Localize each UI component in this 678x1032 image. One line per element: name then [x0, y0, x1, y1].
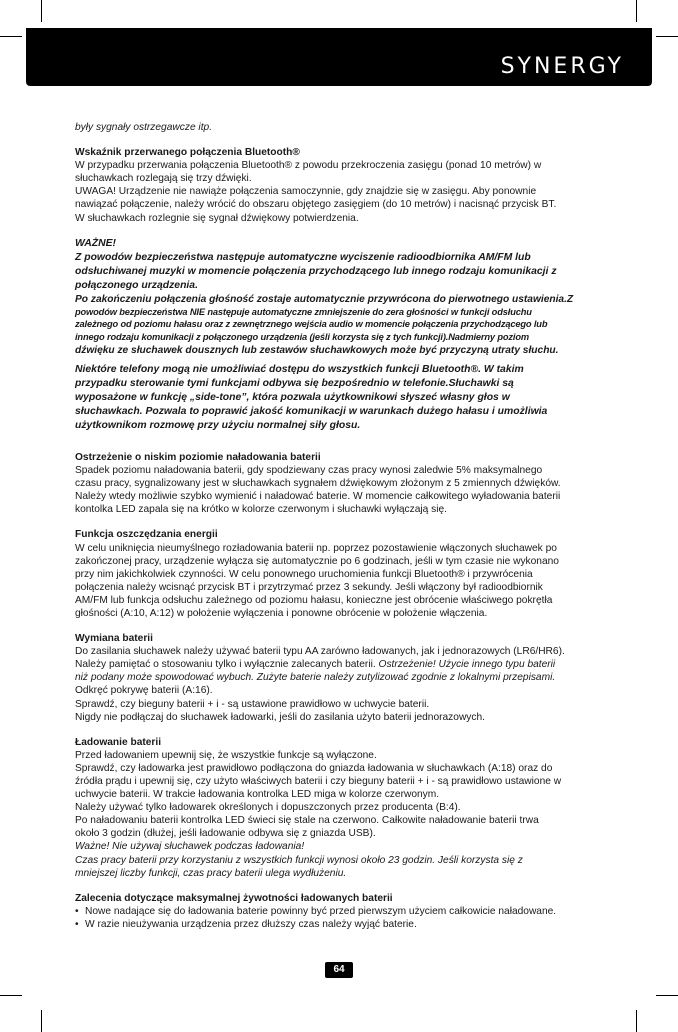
section-heading: Zalecenia dotyczące maksymalnej żywotności ładowanych baterii — [75, 892, 393, 904]
brand-logo: SYNERGY — [500, 54, 624, 79]
crop-mark — [636, 0, 637, 22]
warning-text: Czas pracy baterii przy korzystaniu z wszystkich funkcji wynosi około 23 godzin. Jeśli korzysta się z — [75, 854, 523, 866]
paragraph-line: Do zasilania słuchawek należy używać baterii typu AA zarówno ładowanych, jak i jednorazowych (LR6/HR6). — [75, 646, 565, 658]
important-line: zależnego od poziomu hałasu oraz z zewnętrznego wejścia audio w momencie połączenia przychodzącego lub — [75, 319, 548, 330]
paragraph-line: Należy używać tylko ładowarek określonych i dopuszczonych przez producenta (B:4). — [75, 802, 461, 814]
paragraph-line: połączenia należy wcisnąć przycisk BT i przytrzymać przez 3 sekundy. Jeśli włączony był radioodbiornik — [75, 581, 543, 593]
page-content — [75, 121, 615, 931]
paragraph-line: Po naładowaniu baterii kontrolka LED świeci się stale na czerwono. Całkowite naładowanie baterii trwa — [75, 815, 539, 827]
section-heading: Funkcja oszczędzania energii — [75, 529, 218, 541]
paragraph-line: głośności (A:10, A:12) w położenie wyłączenia i ponowne obrócenie w położenie włączenia. — [75, 607, 488, 619]
important-heading: WAŻNE! — [75, 237, 116, 249]
crop-mark — [41, 1010, 42, 1032]
paragraph-line: W przypadku przerwania połączenia Bluetooth® z powodu przekroczenia zasięgu (ponad 10 metrów) w — [75, 160, 542, 172]
paragraph-line: Nigdy nie podłączaj do słuchawek ładowarki, jeśli do zasilania użyto baterii jednorazowych. — [75, 711, 485, 723]
warning-text: Ważne! Nie używaj słuchawek podczas ładowania! — [75, 841, 305, 853]
page-number: 64 — [325, 962, 353, 978]
important-line: połączonego urządzenia. — [75, 279, 198, 291]
paragraph-line: uchwycie baterii. W trakcie ładowania kontrolka LED miga w kolorze czerwonym. — [75, 789, 440, 801]
important-line: powodów bezpieczeństwa NIE następuje automatyczne zmniejszenie do zera głośności w funkcji odsłuchu — [75, 306, 532, 317]
important-line: innego rodzaju komunikacji z połączonego urządzenia (jeśli korzysta się z tych funkcji).Nadmierny poziom — [75, 332, 529, 343]
important-line: użytkownikom rozmowę przy użyciu normalnej siły głosu. — [75, 419, 361, 431]
important-line: Z powodów bezpieczeństwa następuje automatyczne wyciszenie radioodbiornika AM/FM lub — [75, 251, 531, 263]
paragraph-line: Spadek poziomu naładowania baterii, gdy spodziewany czas pracy wynosi zaledwie 5% maksymalnego — [75, 465, 543, 477]
section-heading: Ładowanie baterii — [75, 736, 162, 748]
paragraph-line: około 3 godzin (dłużej, jeśli ładowanie odbywa się z gniazda USB). — [75, 828, 376, 840]
warning-text: Ostrzeżenie! Użycie innego typu baterii — [378, 659, 556, 671]
crop-mark — [0, 36, 22, 37]
paragraph-line: czasu pracy, sygnalizowany jest w słuchawkach sygnałem dźwiękowym złożonym z 5 zmiennych dźwięków. — [75, 478, 561, 490]
crop-mark — [636, 1010, 637, 1032]
paragraph-line: Sprawdź, czy bieguny baterii + i - są ustawione prawidłowo w uchwycie baterii. — [75, 698, 430, 710]
paragraph-line: Przed ładowaniem upewnij się, że wszystkie funkcje są wyłączone. — [75, 749, 377, 761]
important-line: przypadku sterowanie tymi funkcjami odbywa się bezpośrednio w telefonie.Słuchawki są — [75, 377, 514, 389]
important-line: wyposażone w funkcję „side-tone”, która pozwala użytkownikowi słyszeć własny głos w — [75, 391, 510, 403]
crop-mark — [656, 36, 678, 37]
paragraph-line: Sprawdź, czy ładowarka jest prawidłowo podłączona do gniazda ładowania w słuchawkach (A:18) oraz do — [75, 762, 553, 774]
paragraph-line — [75, 658, 615, 671]
paragraph-line: Odkręć pokrywę baterii (A:16). — [75, 685, 213, 697]
paragraph-line: AM/FM lub funkcja odsłuchu zależnego od poziomu hałasu, konieczne jest obrócenie właściwego pokrętła — [75, 594, 553, 606]
section-heading: Wymiana baterii — [75, 633, 153, 645]
paragraph-line: Należy wtedy możliwie szybko wymienić i naładować baterie. W momencie całkowitego wyładowania baterii — [75, 491, 561, 503]
paragraph-line: W celu uniknięcia nieumyślnego rozładowania baterii np. poprzez pozostawienie włączonych słuchawek po — [75, 542, 557, 554]
crop-mark — [0, 995, 22, 996]
recommendation-list — [75, 905, 615, 931]
important-line: Po zakończeniu połączenia głośność zostaje automatycznie przywrócona do pierwotnego ustawienia.Z — [75, 293, 574, 305]
paragraph-line: źródła prądu i upewnij się, czy użyto właściwych baterii i czy bieguny baterii + i - są prawidłowo ustawione w — [75, 776, 562, 788]
paragraph-line: UWAGA! Urządzenie nie nawiąże połączenia samoczynnie, gdy znajdzie się w zasięgu. Aby ponownie — [75, 186, 537, 198]
warning-text: mniejszej liczby funkcji, czas pracy baterii ulega wydłużeniu. — [75, 867, 347, 879]
paragraph-line: słuchawkach rozlegają się trzy dźwięki. — [75, 173, 252, 185]
intro-text: były sygnały ostrzegawcze itp. — [75, 122, 213, 133]
list-item: • Nowe nadające się do ładowania baterie powinny być przed pierwszym użyciem całkowicie naładowane. — [75, 905, 615, 918]
warning-text: niż podany może spowodować wybuch. Zużyte baterie należy zutylizować zgodnie z lokalnymi przepisami. — [75, 672, 556, 684]
paragraph-line: przy nim jakichkolwiek czynności. W celu ponownego uruchomienia funkcji Bluetooth® i przywrócenia — [75, 568, 533, 580]
crop-mark — [656, 995, 678, 996]
text-span: Należy pamiętać o stosowaniu tylko i wyłącznie zalecanych baterii. — [75, 659, 379, 671]
important-line: Niektóre telefony mogą nie umożliwiać dostępu do wszystkich funkcji Bluetooth®. W takim — [75, 363, 524, 375]
list-item: • W razie nieużywania urządzenia przez dłuższy czas należy wyjąć baterie. — [75, 918, 615, 931]
paragraph-line: W słuchawkach rozlegnie się sygnał dźwiękowy potwierdzenia. — [75, 212, 359, 224]
section-heading: Ostrzeżenie o niskim poziomie naładowania baterii — [75, 451, 321, 463]
paragraph-line: nawiązać połączenie, należy wrócić do obszaru objętego zasięgiem (do 10 metrów) i nacisnąć przycisk BT. — [75, 199, 557, 211]
section-heading: Wskaźnik przerwanego połączenia Bluetooth® — [75, 147, 300, 159]
important-line: odsłuchiwanej muzyki w momencie połączenia przychodzącego lub innego rodzaju komunikacji z — [75, 265, 557, 277]
important-line: słuchawkach. Pozwala to poprawić jakość komunikacji w warunkach dużego hałasu i umożliwia — [75, 405, 548, 417]
crop-mark — [41, 0, 42, 22]
important-line: dźwięku ze słuchawek dousznych lub zestawów słuchawkowych może być przyczyną utraty słuchu. — [75, 344, 559, 356]
paragraph-line: kontolka LED zapala się na krótko w kolorze czerwonym i słuchawki wyłączają się. — [75, 504, 447, 516]
paragraph-line: zakończonej pracy, urządzenie wyłącza się automatycznie po 6 godzinach, jeśli w tym czasie nie wykonano — [75, 555, 559, 567]
